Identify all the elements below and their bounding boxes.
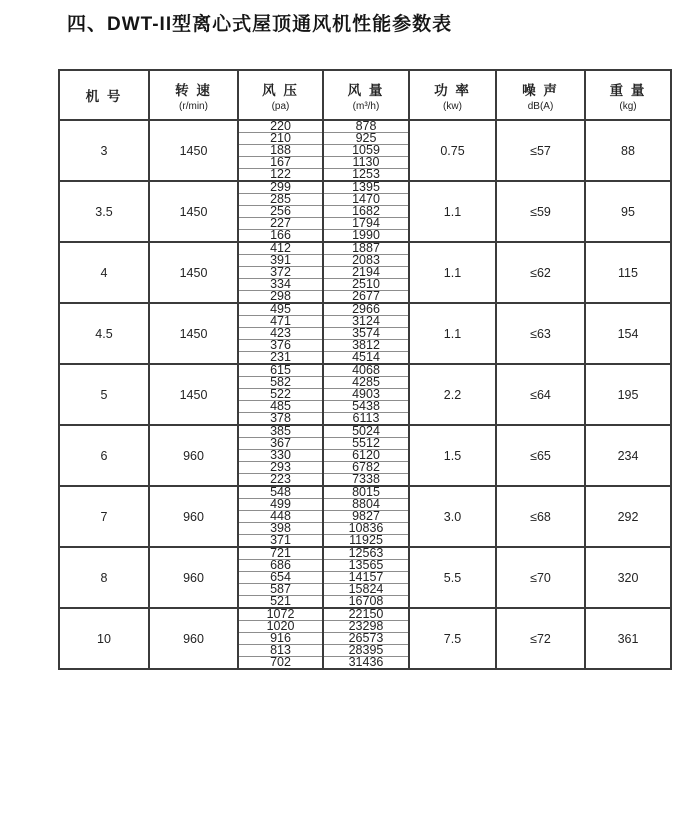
weight-cell: 195 <box>585 364 671 425</box>
model-cell: 10 <box>59 608 149 669</box>
speed-cell: 1450 <box>149 303 238 364</box>
volume-cell: 1470 <box>323 194 409 206</box>
header-machine-no <box>59 70 149 120</box>
volume-cell: 5024 <box>323 425 409 438</box>
header-volume <box>323 70 409 120</box>
power-cell: 3.0 <box>409 486 496 547</box>
weight-cell: 320 <box>585 547 671 608</box>
model-cell: 3.5 <box>59 181 149 242</box>
volume-cell: 23298 <box>323 621 409 633</box>
volume-cell: 1682 <box>323 206 409 218</box>
power-cell: 0.75 <box>409 120 496 181</box>
pressure-cell: 721 <box>238 547 323 560</box>
speed-cell: 1450 <box>149 181 238 242</box>
header-power-unit: (kw) <box>443 100 462 112</box>
weight-cell: 95 <box>585 181 671 242</box>
volume-cell: 1130 <box>323 157 409 169</box>
volume-cell: 2083 <box>323 255 409 267</box>
pressure-cell: 391 <box>238 255 323 267</box>
pressure-cell: 654 <box>238 572 323 584</box>
pressure-cell: 285 <box>238 194 323 206</box>
model-cell: 4.5 <box>59 303 149 364</box>
table-row <box>59 547 671 560</box>
weight-cell: 88 <box>585 120 671 181</box>
noise-cell: ≤63 <box>496 303 585 364</box>
volume-cell: 4068 <box>323 364 409 377</box>
header-weight-label: 重 量 <box>609 82 647 98</box>
pressure-cell: 385 <box>238 425 323 438</box>
power-cell: 1.1 <box>409 181 496 242</box>
table-header <box>59 70 671 120</box>
table-row <box>59 364 671 377</box>
pressure-cell: 398 <box>238 523 323 535</box>
noise-cell: ≤57 <box>496 120 585 181</box>
power-cell: 5.5 <box>409 547 496 608</box>
volume-cell: 28395 <box>323 645 409 657</box>
header-power-label: 功 率 <box>434 82 471 98</box>
performance-table <box>58 69 672 670</box>
volume-cell: 26573 <box>323 633 409 645</box>
pressure-cell: 371 <box>238 535 323 548</box>
volume-cell: 4514 <box>323 352 409 365</box>
header-volume-label: 风 量 <box>347 82 385 98</box>
header-machine-no-label: 机 号 <box>85 89 123 104</box>
page-title: 四、DWT-II型离心式屋顶通风机性能参数表 <box>67 14 453 35</box>
pressure-cell: 372 <box>238 267 323 279</box>
volume-cell: 15824 <box>323 584 409 596</box>
header-noise-unit: dB(A) <box>527 100 554 112</box>
pressure-cell: 471 <box>238 316 323 328</box>
speed-cell: 1450 <box>149 120 238 181</box>
weight-cell: 115 <box>585 242 671 303</box>
header-noise-label: 噪 声 <box>522 82 559 98</box>
volume-cell: 3124 <box>323 316 409 328</box>
volume-cell: 1059 <box>323 145 409 157</box>
speed-cell: 960 <box>149 608 238 669</box>
power-cell: 1.1 <box>409 242 496 303</box>
power-cell: 2.2 <box>409 364 496 425</box>
model-cell: 8 <box>59 547 149 608</box>
volume-cell: 2510 <box>323 279 409 291</box>
volume-cell: 1395 <box>323 181 409 194</box>
volume-cell: 7338 <box>323 474 409 487</box>
noise-cell: ≤59 <box>496 181 585 242</box>
speed-cell: 960 <box>149 486 238 547</box>
pressure-cell: 188 <box>238 145 323 157</box>
header-speed-label: 转 速 <box>175 82 212 98</box>
volume-cell: 10836 <box>323 523 409 535</box>
volume-cell: 31436 <box>323 657 409 670</box>
header-noise <box>496 70 585 120</box>
noise-cell: ≤72 <box>496 608 585 669</box>
noise-cell: ≤70 <box>496 547 585 608</box>
table-row <box>59 486 671 499</box>
header-power <box>409 70 496 120</box>
volume-cell: 22150 <box>323 608 409 621</box>
header-row <box>59 70 671 120</box>
volume-cell: 14157 <box>323 572 409 584</box>
weight-cell: 361 <box>585 608 671 669</box>
noise-cell: ≤64 <box>496 364 585 425</box>
pressure-cell: 615 <box>238 364 323 377</box>
pressure-cell: 813 <box>238 645 323 657</box>
table-row <box>59 242 671 255</box>
table-row <box>59 181 671 194</box>
power-cell: 7.5 <box>409 608 496 669</box>
volume-cell: 6120 <box>323 450 409 462</box>
volume-cell: 12563 <box>323 547 409 560</box>
pressure-cell: 210 <box>238 133 323 145</box>
power-cell: 1.1 <box>409 303 496 364</box>
volume-cell: 3574 <box>323 328 409 340</box>
volume-cell: 1887 <box>323 242 409 255</box>
weight-cell: 292 <box>585 486 671 547</box>
volume-cell: 11925 <box>323 535 409 548</box>
pressure-cell: 256 <box>238 206 323 218</box>
noise-cell: ≤65 <box>496 425 585 486</box>
table-body <box>59 120 671 669</box>
pressure-cell: 1072 <box>238 608 323 621</box>
table-row <box>59 120 671 133</box>
pressure-cell: 495 <box>238 303 323 316</box>
model-cell: 5 <box>59 364 149 425</box>
pressure-cell: 122 <box>238 169 323 182</box>
pressure-cell: 166 <box>238 230 323 243</box>
speed-cell: 960 <box>149 547 238 608</box>
volume-cell: 9827 <box>323 511 409 523</box>
volume-cell: 878 <box>323 120 409 133</box>
table-row <box>59 608 671 621</box>
model-cell: 7 <box>59 486 149 547</box>
model-cell: 4 <box>59 242 149 303</box>
table-row <box>59 425 671 438</box>
pressure-cell: 686 <box>238 560 323 572</box>
speed-cell: 1450 <box>149 364 238 425</box>
volume-cell: 2194 <box>323 267 409 279</box>
speed-cell: 960 <box>149 425 238 486</box>
pressure-cell: 231 <box>238 352 323 365</box>
pressure-cell: 330 <box>238 450 323 462</box>
header-pressure-unit: (pa) <box>271 100 290 112</box>
pressure-cell: 220 <box>238 120 323 133</box>
weight-cell: 234 <box>585 425 671 486</box>
weight-cell: 154 <box>585 303 671 364</box>
pressure-cell: 378 <box>238 413 323 426</box>
pressure-cell: 412 <box>238 242 323 255</box>
volume-cell: 6113 <box>323 413 409 426</box>
noise-cell: ≤68 <box>496 486 585 547</box>
pressure-cell: 916 <box>238 633 323 645</box>
pressure-cell: 499 <box>238 499 323 511</box>
pressure-cell: 485 <box>238 401 323 413</box>
pressure-cell: 1020 <box>238 621 323 633</box>
volume-cell: 925 <box>323 133 409 145</box>
noise-cell: ≤62 <box>496 242 585 303</box>
speed-cell: 1450 <box>149 242 238 303</box>
header-pressure <box>238 70 323 120</box>
pressure-cell: 223 <box>238 474 323 487</box>
volume-cell: 16708 <box>323 596 409 609</box>
model-cell: 3 <box>59 120 149 181</box>
pressure-cell: 423 <box>238 328 323 340</box>
volume-cell: 8804 <box>323 499 409 511</box>
volume-cell: 2966 <box>323 303 409 316</box>
pressure-cell: 548 <box>238 486 323 499</box>
volume-cell: 4903 <box>323 389 409 401</box>
pressure-cell: 298 <box>238 291 323 304</box>
pressure-cell: 582 <box>238 377 323 389</box>
header-speed <box>149 70 238 120</box>
volume-cell: 13565 <box>323 560 409 572</box>
volume-cell: 5438 <box>323 401 409 413</box>
header-pressure-label: 风 压 <box>262 82 299 98</box>
pressure-cell: 702 <box>238 657 323 670</box>
pressure-cell: 521 <box>238 596 323 609</box>
header-speed-unit: (r/min) <box>179 100 208 112</box>
volume-cell: 1794 <box>323 218 409 230</box>
volume-cell: 8015 <box>323 486 409 499</box>
table-row <box>59 303 671 316</box>
pressure-cell: 227 <box>238 218 323 230</box>
volume-cell: 6782 <box>323 462 409 474</box>
pressure-cell: 376 <box>238 340 323 352</box>
model-cell: 6 <box>59 425 149 486</box>
pressure-cell: 367 <box>238 438 323 450</box>
volume-cell: 2677 <box>323 291 409 304</box>
volume-cell: 1253 <box>323 169 409 182</box>
header-weight <box>585 70 671 120</box>
power-cell: 1.5 <box>409 425 496 486</box>
volume-cell: 5512 <box>323 438 409 450</box>
volume-cell: 1990 <box>323 230 409 243</box>
header-weight-unit: (kg) <box>619 100 637 112</box>
pressure-cell: 334 <box>238 279 323 291</box>
volume-cell: 3812 <box>323 340 409 352</box>
pressure-cell: 293 <box>238 462 323 474</box>
volume-cell: 4285 <box>323 377 409 389</box>
header-volume-unit: (m³/h) <box>352 100 380 112</box>
pressure-cell: 299 <box>238 181 323 194</box>
pressure-cell: 587 <box>238 584 323 596</box>
pressure-cell: 167 <box>238 157 323 169</box>
pressure-cell: 448 <box>238 511 323 523</box>
pressure-cell: 522 <box>238 389 323 401</box>
